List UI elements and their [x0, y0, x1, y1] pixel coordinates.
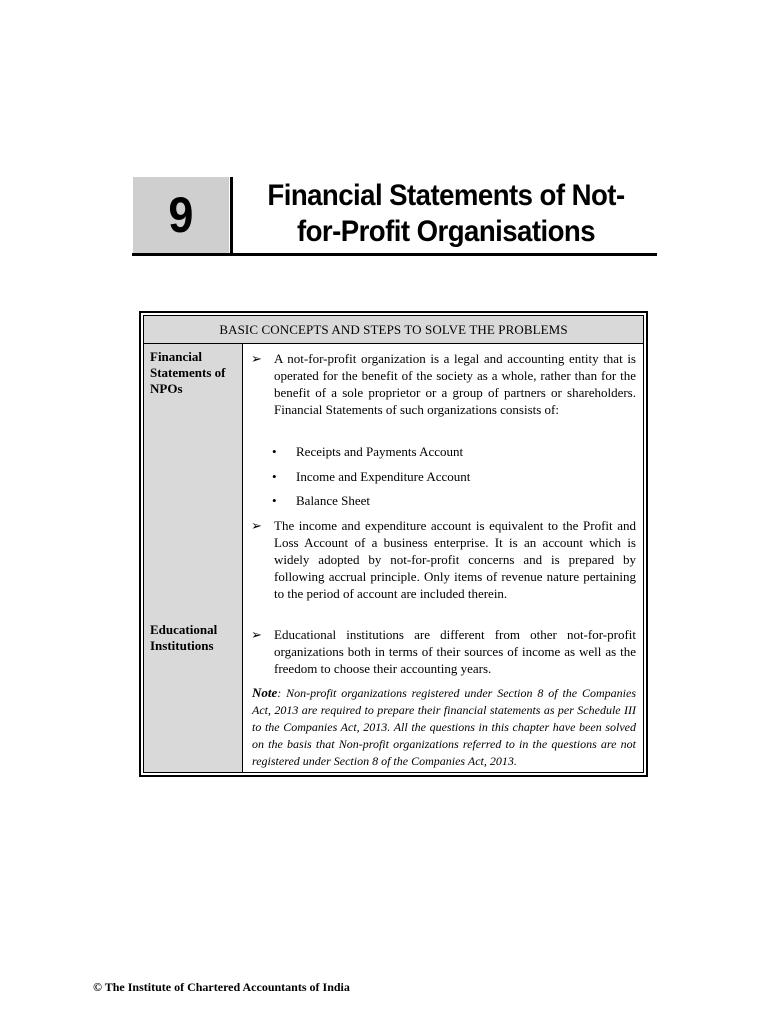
chapter-title-line2: for-Profit Organisations	[296, 215, 596, 248]
bullet-icon: •	[272, 444, 277, 459]
arrow-bullet-icon: ➢	[251, 518, 262, 533]
arrow-bullet-icon: ➢	[251, 627, 262, 642]
bullet-icon: •	[272, 469, 277, 484]
bullet-icon: •	[272, 493, 277, 508]
chapter-title	[236, 178, 656, 250]
note-label: Note	[252, 685, 278, 700]
paragraph-npo-definition: A not-for-profit organization is a legal and accounting entity that is operated for the benefit of the society as a whole, rather than for the benefit of a sole proprietor or a group of partners or shareholders. Financial Statements of such organizations consists of:	[274, 351, 636, 417]
descriptions-column	[243, 344, 643, 772]
term-educational-institutions: Educational Institutions	[150, 622, 218, 653]
list-item-label: Balance Sheet	[296, 493, 370, 508]
note-text: : Non-profit organizations registered under Section 8 of the Companies Act, 2013 are required to prepare their financial statements as per Schedule III to the Companies Act, 2013. All the questions in this chapter have been solved on the basis that Non-profit organizations referred to in the questions are not registered under Section 8 of the Companies Act, 2013.	[252, 686, 636, 768]
list-item	[272, 468, 471, 485]
chapter-number: 9	[168, 187, 194, 243]
basic-concepts-inner-frame	[143, 315, 644, 773]
list-item	[272, 492, 370, 509]
basic-concepts-table	[139, 311, 648, 777]
chapter-divider-horizontal	[132, 253, 657, 256]
arrow-bullet-icon: ➢	[251, 351, 262, 366]
chapter-number-box	[133, 177, 229, 253]
chapter-divider-vertical	[230, 177, 233, 255]
copyright-footer: © The Institute of Chartered Accountants of India	[93, 980, 350, 994]
list-item	[272, 443, 464, 460]
chapter-title-line1: Financial Statements of Not-	[267, 179, 625, 212]
note-paragraph	[252, 684, 636, 770]
list-item-label: Receipts and Payments Account	[296, 444, 464, 459]
table-header: BASIC CONCEPTS AND STEPS TO SOLVE THE PROBLEMS	[144, 316, 643, 344]
list-item-label: Income and Expenditure Account	[296, 469, 471, 484]
paragraph-educational-institutions: Educational institutions are different from other not-for-profit organizations both in terms of their sources of income as well as the freedom to choose their accounting years.	[274, 627, 636, 676]
term-financial-statements: Financial Statements of NPOs	[150, 349, 226, 396]
terms-column	[144, 344, 243, 772]
paragraph-income-expenditure: The income and expenditure account is equivalent to the Profit and Loss Account of a business enterprise. It is an account which is widely adopted by not-for-profit concerns and is prepared by following accrual principle. Only items of revenue nature pertaining to the period of account are included therein.	[274, 518, 636, 601]
